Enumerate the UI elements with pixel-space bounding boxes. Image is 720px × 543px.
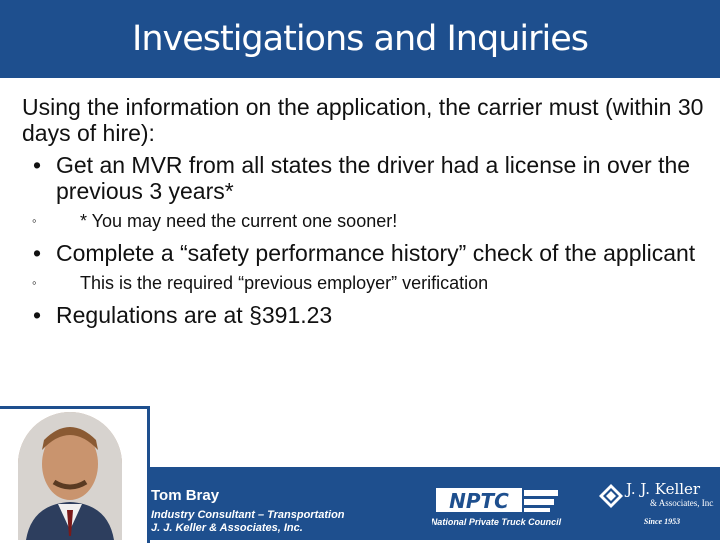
sub-bullet-marker: ◦ (32, 275, 37, 290)
bullet-item (18, 302, 718, 328)
sub-bullet-marker: ◦ (32, 213, 37, 228)
sub-bullet-text: * You may need the current one sooner! (80, 211, 398, 231)
slide-title: Investigations and Inquiries (132, 19, 588, 59)
bullet-item (18, 240, 718, 266)
intro-text: Using the information on the application, the carrier must (within 30 days of hire): (22, 94, 704, 146)
jj-keller-logo (596, 474, 714, 534)
presenter-photo (18, 412, 122, 540)
jjk-diamond-icon (599, 484, 623, 508)
bullet-text: Get an MVR from all states the driver had a license in over the previous 3 years* (56, 152, 691, 204)
bullet-item (18, 152, 718, 204)
slide-body (18, 94, 718, 328)
jjk-logo-line1: J. J. Keller (626, 480, 701, 498)
bullet-marker: • (32, 152, 42, 178)
sub-bullet-text: This is the required “previous employer” verification (80, 273, 489, 293)
presenter-title: Industry Consultant – Transportation (151, 509, 345, 521)
bullet-marker: • (32, 302, 42, 328)
bullet-text: Regulations are at §391.23 (56, 302, 333, 328)
bullet-text: Complete a “safety performance history” check of the applicant (56, 240, 696, 266)
nptc-logo (432, 480, 562, 530)
jjk-since: Since 1953 (643, 517, 681, 526)
jjk-logo-line2: & Associates, Inc. (650, 498, 714, 508)
presenter-company: J. J. Keller & Associates, Inc. (151, 522, 303, 534)
title-bar (0, 0, 720, 78)
bullet-marker: • (32, 240, 42, 266)
nptc-logo-text: NPTC (449, 489, 509, 513)
nptc-tagline: National Private Truck Council (432, 517, 562, 527)
sub-bullet-item (32, 272, 718, 294)
sub-bullet-item (32, 210, 718, 232)
presenter-name: Tom Bray (151, 487, 220, 504)
